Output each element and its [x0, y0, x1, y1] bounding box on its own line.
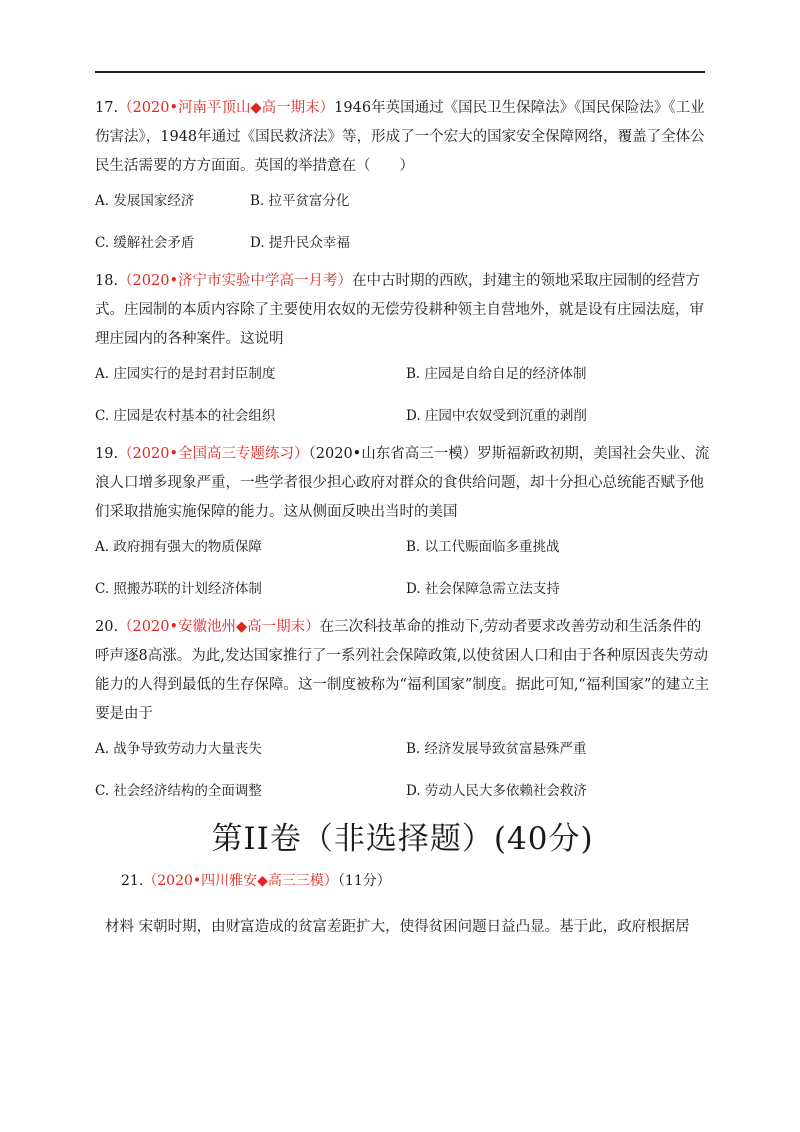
option-row: [95, 579, 710, 599]
question-text: （2020•山东省高三一模）罗斯福新政初期，美国社会失业、流浪人口增多现象严重，一些学者很少担心政府对群众的食供给问题，却十分担心总统能否赋予他们采取措施实施保障的能力。这从侧面反映出当时的美国: [95, 446, 710, 520]
option-d: D. 庄园中农奴受到沉重的剥削: [406, 408, 587, 424]
question-source: （2020•四川雅安◆高三三模）: [143, 873, 338, 889]
question-number: 17.: [95, 100, 119, 116]
question-21: [95, 869, 710, 941]
question-17: [95, 94, 710, 253]
option-row: [95, 191, 710, 211]
question-text: 1946年英国通过《国民卫生保障法》《国民保险法》《工业伤害法》，1948年通过《国民救济法》等，形成了一个宏大的国家安全保障网络，覆盖了全体公民生活需要的方方面面。英国的举措意在（ ）: [95, 100, 705, 174]
option-a: A. 战争导致劳动力大量丧失: [95, 741, 262, 757]
option-row: [95, 233, 710, 253]
question-number: 18.: [95, 273, 119, 289]
question-19: [95, 440, 710, 599]
question-number: 19.: [95, 446, 119, 462]
question-21-material: 材料 宋朝时期，由财富造成的贫富差距扩大，使得贫困问题日益凸显。基于此，政府根据居: [105, 919, 690, 935]
option-d: D. 劳动人民大多依赖社会救济: [406, 783, 587, 799]
question-source: （2020•济宁市实验中学高一月考）: [118, 273, 353, 289]
option-row: [95, 537, 710, 557]
question-17-stem: [95, 94, 710, 181]
option-row: [95, 406, 710, 426]
question-text: 在中古时期的西欧，封建主的领地采取庄园制的经营方式。庄园制的本质内容除了主要使用农奴的无偿劳役耕种领主自营地外，就是设有庄园法庭，审理庄园内的各种案件。这说明: [95, 273, 704, 347]
option-row: [95, 364, 710, 384]
option-d: D. 提升民众幸福: [250, 235, 350, 251]
question-number: 21.: [121, 873, 144, 889]
page-content: [95, 94, 710, 956]
option-b: B. 以工代赈面临多重挑战: [406, 539, 560, 555]
option-c: C. 庄园是农村基本的社会组织: [95, 408, 276, 424]
option-c: C. 社会经济结构的全面调整: [95, 783, 262, 799]
option-b: B. 经济发展导致贫富悬殊严重: [406, 741, 587, 757]
question-20-stem: [95, 613, 710, 729]
option-row: [95, 781, 710, 801]
option-c: C. 照搬苏联的计划经济体制: [95, 581, 262, 597]
question-18-stem: [95, 267, 710, 354]
question-21-header: [95, 869, 710, 893]
option-b: B. 庄园是自给自足的经济体制: [406, 366, 587, 382]
question-text: 在三次科技革命的推动下,劳动者要求改善劳动和生活条件的呼声逐8高涨。为此,发达国家推行了一系列社会保障政策,以使贫困人口和由于各种原因丧失劳动能力的人得到最低的生存保障。这一制度被称为“福利国家”制度。据此可知,“福利国家”的建立主要是由于: [95, 619, 710, 722]
question-19-stem: [95, 440, 710, 527]
option-a: A. 庄园实行的是封君封臣制度: [95, 366, 276, 382]
option-a: A. 发展国家经济: [95, 193, 195, 209]
option-a: A. 政府拥有强大的物质保障: [95, 539, 262, 555]
question-number: 20.: [95, 619, 119, 635]
question-20: [95, 613, 710, 801]
option-b: B. 拉平贫富分化: [250, 193, 350, 209]
header-rule: [95, 71, 705, 73]
question-source: （2020•安徽池州◆高一期末）: [118, 619, 320, 635]
question-18: [95, 267, 710, 426]
option-c: C. 缓解社会矛盾: [95, 235, 195, 251]
option-row: [95, 739, 710, 759]
question-source: （2020•全国高三专题练习）: [118, 446, 309, 462]
question-source: （2020•河南平顶山◆高一期末）: [118, 100, 335, 116]
question-points: （11分）: [337, 873, 391, 889]
option-d: D. 社会保障急需立法支持: [406, 581, 560, 597]
section-title: 第II卷（非选择题）(40分): [211, 821, 594, 857]
